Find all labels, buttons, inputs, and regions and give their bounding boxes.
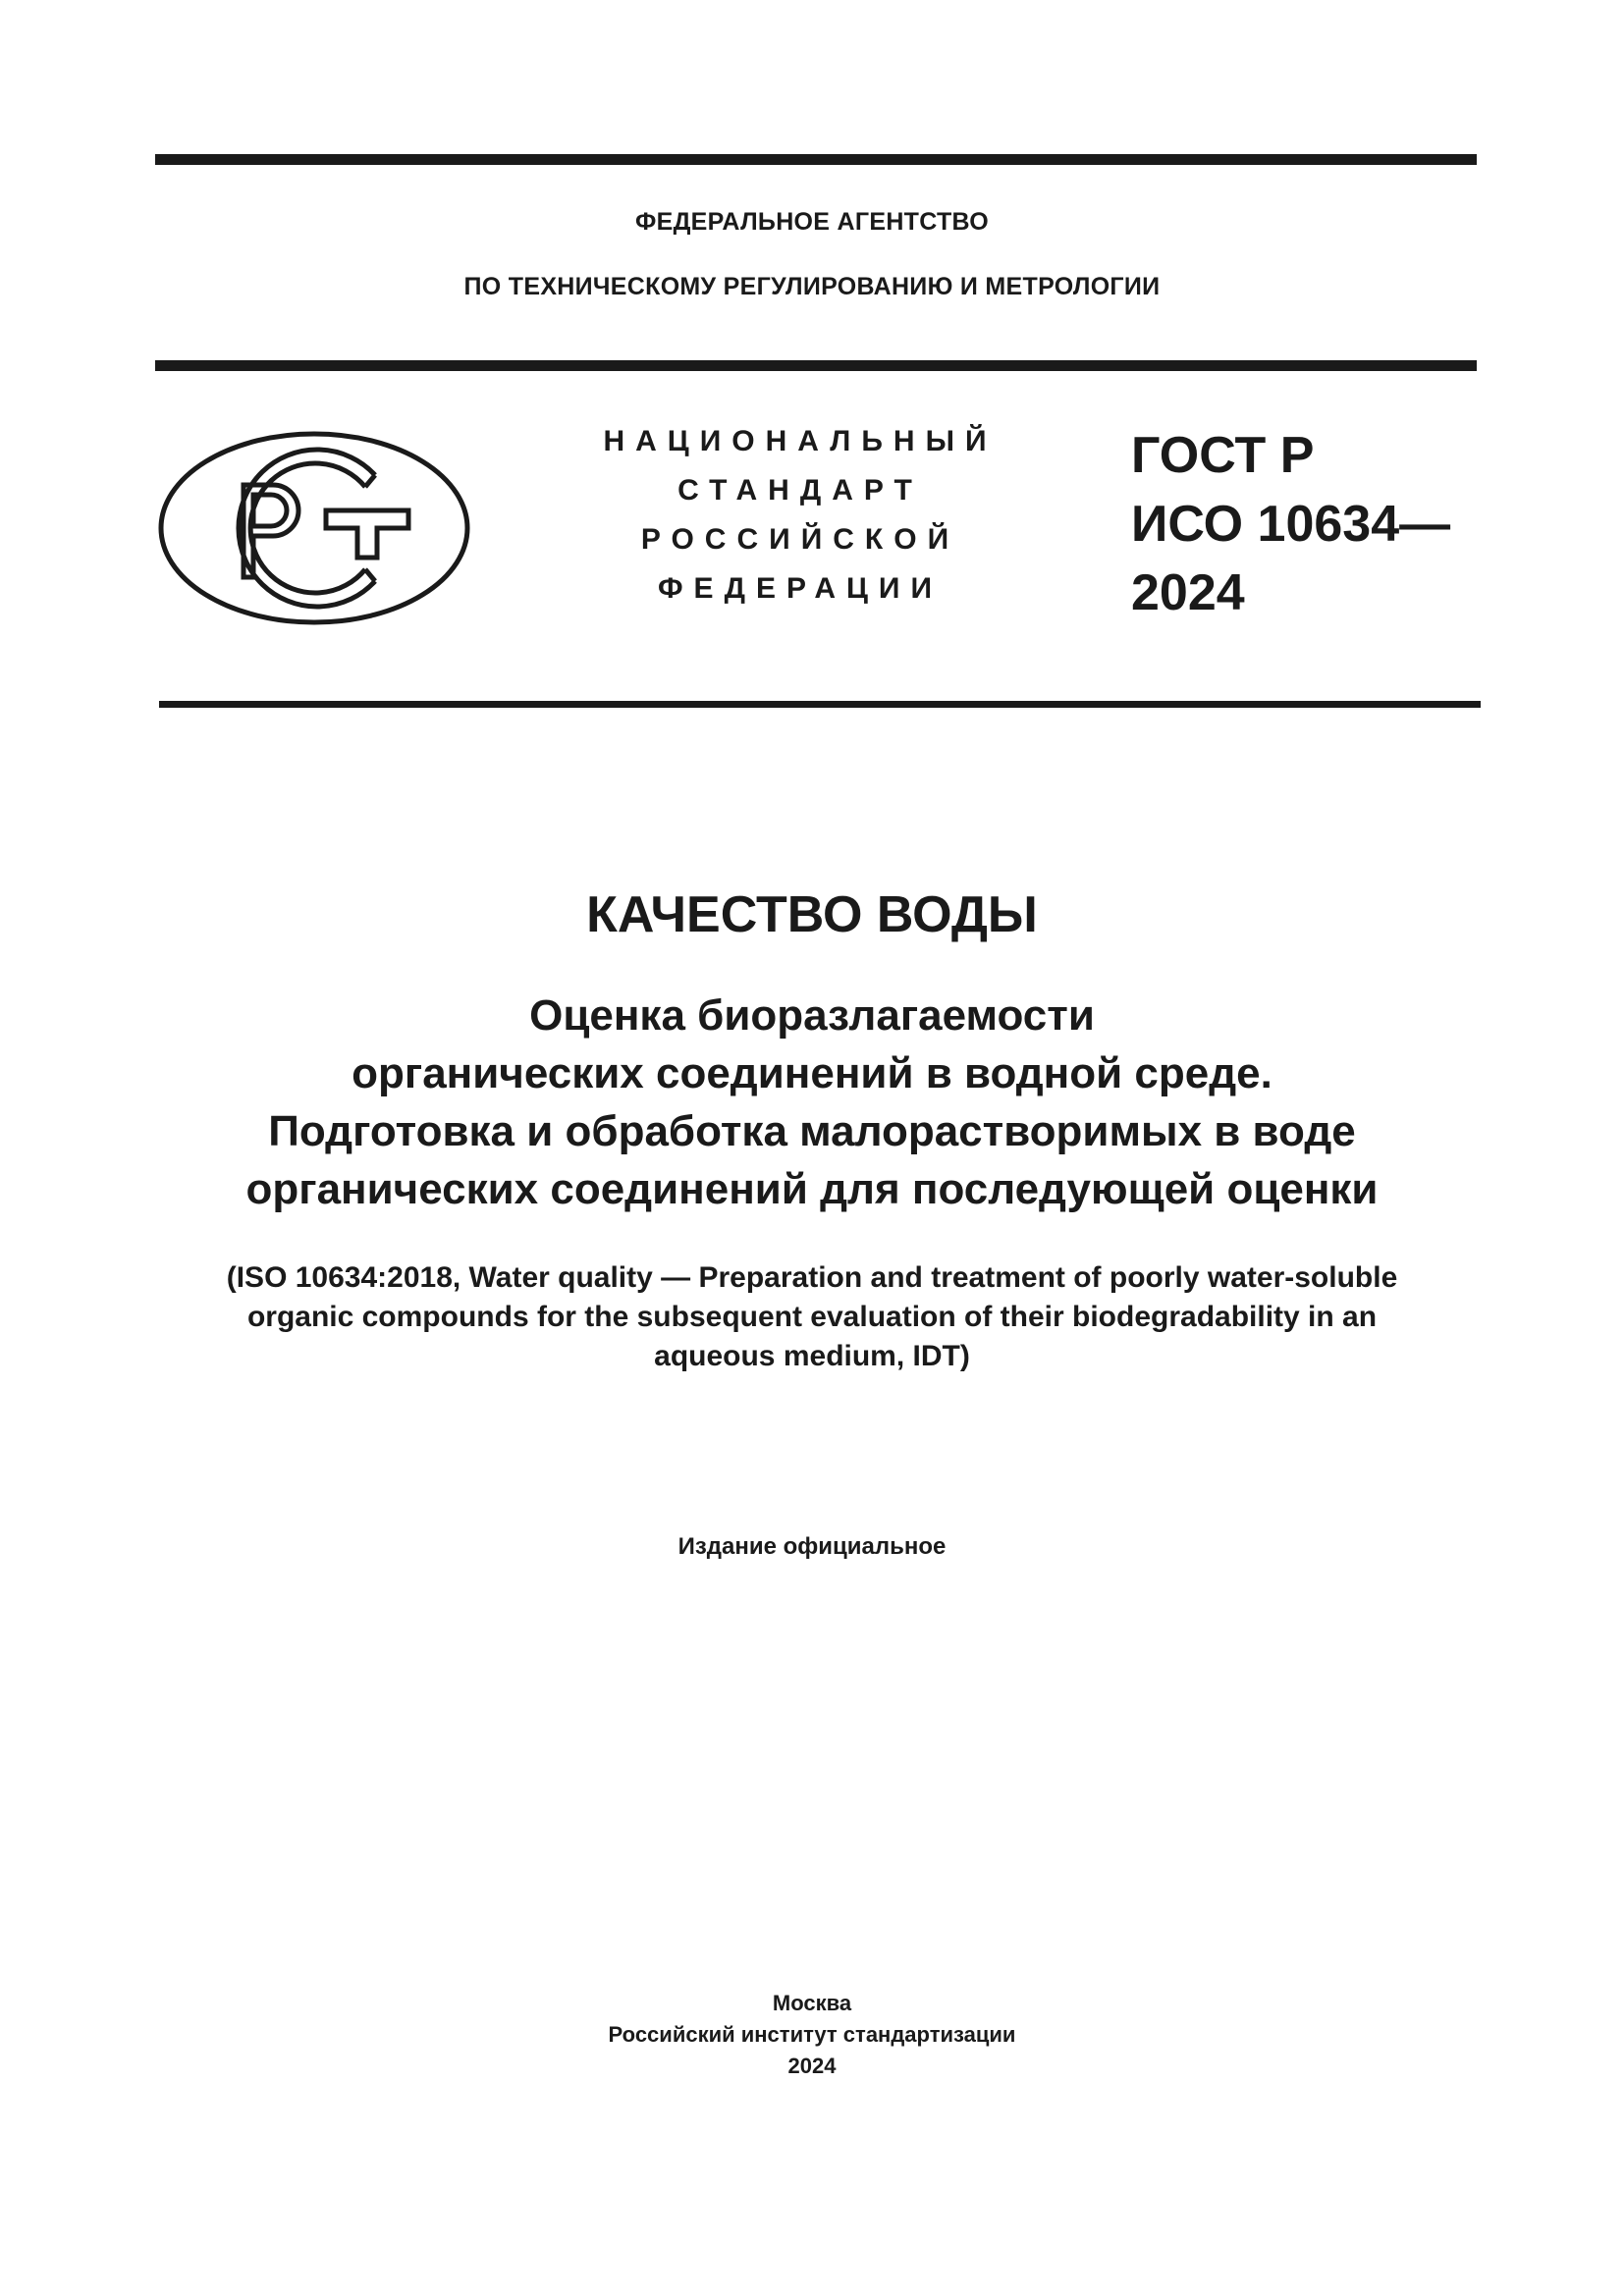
national-line-4: ФЕДЕРАЦИИ [657, 572, 944, 605]
subtitle-line: Подготовка и обработка малорастворимых в воде [268, 1107, 1356, 1155]
publisher-block [0, 1988, 1624, 2082]
iso-reference-line: aqueous medium, IDT) [654, 1340, 970, 1372]
subtitle-line: органических соединений в водной среде. [352, 1049, 1272, 1097]
subtitle-line: Оценка биоразлагаемости [529, 991, 1095, 1040]
bottom-rule [159, 701, 1481, 708]
national-line-1: НАЦИОНАЛЬНЫЙ [603, 425, 998, 457]
document-title: КАЧЕСТВО ВОДЫ [586, 886, 1038, 943]
middle-rule [155, 360, 1477, 371]
rst-logo-icon [157, 430, 471, 626]
national-line-2: СТАНДАРТ [677, 474, 923, 507]
designation-line-2: ИСО 10634— [1131, 496, 1451, 553]
subtitle-line: органических соединений для последующей оценки [245, 1165, 1379, 1213]
document-subtitle [0, 987, 1624, 1218]
designation-line-3: 2024 [1131, 564, 1245, 621]
agency-name-line-2: ПО ТЕХНИЧЕСКОМУ РЕГУЛИРОВАНИЮ И МЕТРОЛОГИИ [463, 273, 1161, 300]
agency-name-line-1: ФЕДЕРАЛЬНОЕ АГЕНТСТВО [634, 208, 990, 236]
national-line-3: РОССИЙСКОЙ [640, 523, 960, 556]
top-rule [155, 154, 1477, 165]
publisher-institute: Российский институт стандартизации [608, 2022, 1016, 2047]
iso-reference [0, 1258, 1624, 1376]
publisher-city: Москва [772, 1991, 852, 2015]
edition-label: Издание официальное [677, 1533, 947, 1560]
publisher-year: 2024 [787, 2054, 837, 2078]
iso-reference-line: (ISO 10634:2018, Water quality — Preparation and treatment of poorly water-soluble [226, 1261, 1398, 1294]
iso-reference-line: organic compounds for the subsequent evaluation of their biodegradability in an [246, 1301, 1378, 1333]
designation-line-1: ГОСТ Р [1131, 427, 1315, 484]
